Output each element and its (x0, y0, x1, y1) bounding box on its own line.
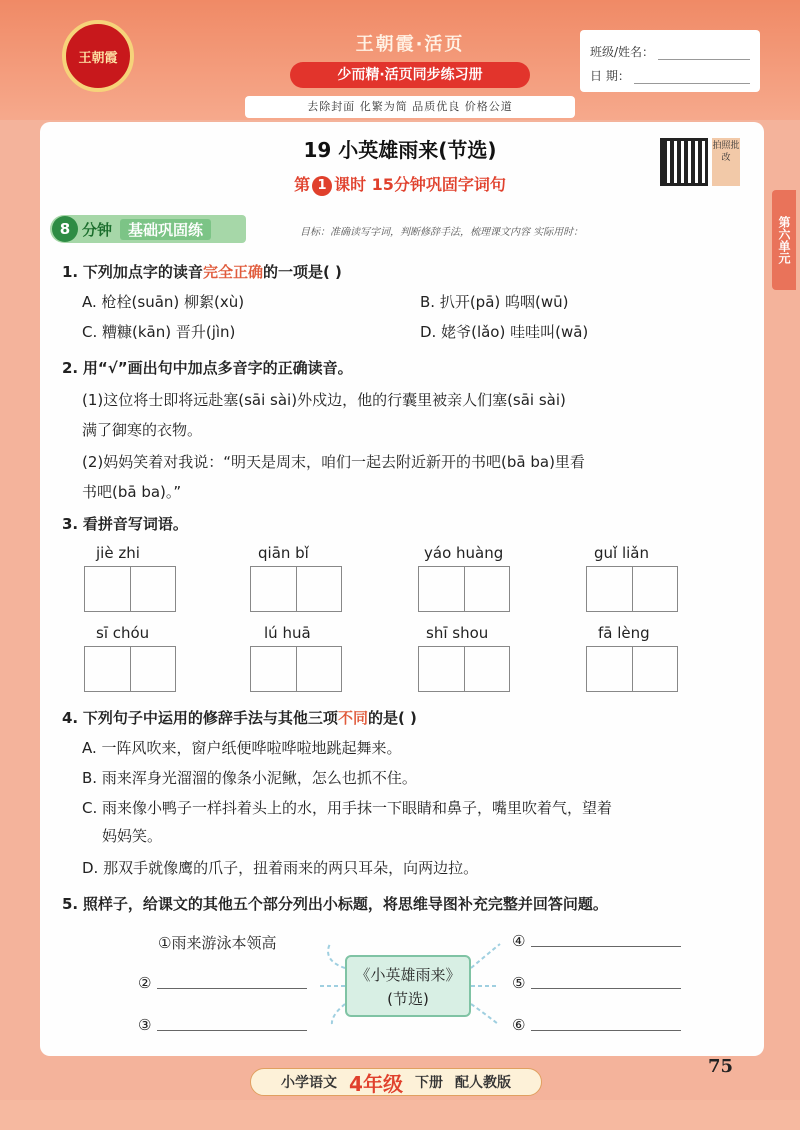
brand-title: 王朝霞·活页 (355, 34, 465, 55)
goal-text: 目标：准确读写字词，判断修辞手法，梳理课文内容 实际用时： (300, 227, 584, 238)
q5-number: 5. (62, 895, 79, 913)
pinyin-5: sī chóu (96, 624, 150, 642)
mind-map-item-3[interactable] (138, 1016, 307, 1034)
mind-map-item-6-blank[interactable] (531, 1019, 681, 1031)
q3-text: 看拼音写词语。 (82, 515, 188, 533)
footer-subject: 小学语文 (281, 1075, 338, 1091)
q2-number: 2. (62, 359, 79, 377)
brand-subtitle: 少而精·活页同步练习册 (290, 62, 530, 88)
timer-unit: 分钟 (82, 220, 113, 239)
q1-highlight: 完全正确 (202, 263, 263, 281)
class-name-label: 班级/姓名： (590, 45, 655, 59)
mind-map-item-1-label: ①雨来游泳本领高 (158, 934, 277, 952)
mind-map-item-6[interactable] (512, 1016, 681, 1034)
q2-sentence-2a[interactable]: (2)妈妈笑着对我说：“明天是周末，咱们一起去附近新开的书吧(bā ba)里看 (82, 453, 585, 471)
bottom-band (0, 1100, 800, 1130)
q1-option-b[interactable]: B. 扒开(pā) 呜咽(wū) (420, 293, 569, 311)
q5-text: 照样子，给课文的其他五个部分列出小标题，将思维导图补充完整并回答问题。 (82, 895, 608, 913)
mind-map-item-3-label: ③ (138, 1016, 152, 1034)
pinyin-8: fā lèng (598, 624, 650, 642)
q4-number: 4. (62, 709, 79, 727)
mind-map-item-2-label: ② (138, 974, 152, 992)
q4-post: 的是( ) (367, 709, 417, 727)
brand-logo: 王朝霞 (62, 20, 134, 92)
footer-badge (250, 1068, 542, 1096)
q4-option-d[interactable]: D. 那双手就像鹰的爪子，扭着雨来的两只耳朵，向两边拉。 (82, 859, 479, 877)
lesson-sub-prefix: 第 (294, 175, 311, 194)
unit-side-tab: 第六单元 (772, 190, 796, 290)
mind-map-item-6-label: ⑥ (512, 1016, 526, 1034)
footer-grade: 4年级 (349, 1071, 403, 1096)
pinyin-7: shī shou (426, 624, 489, 642)
q3-number: 3. (62, 515, 79, 533)
q2-sentence-2b[interactable]: 书吧(bā ba)。” (82, 483, 182, 501)
pinyin-6: lú huā (264, 624, 311, 642)
page-number: 75 (708, 1056, 734, 1077)
q4-option-b[interactable]: B. 雨来浑身光溜溜的像条小泥鳅，怎么也抓不住。 (82, 769, 417, 787)
mind-map-item-4-label: ④ (512, 932, 526, 950)
date-label: 日 期： (590, 69, 630, 83)
mind-map-item-2[interactable] (138, 974, 307, 992)
mind-map-center-title: 《小英雄雨来》 (355, 966, 461, 984)
q2-text: 用“√”画出句中加点多音字的正确读音。 (82, 359, 353, 377)
pinyin-2: qiān bǐ (258, 544, 309, 562)
q1-pre: 下列加点字的读音 (82, 263, 203, 281)
q4-option-c[interactable]: C. 雨来像小鸭子一样抖着头上的水，用手抹一下眼睛和鼻子，嘴里吹着气，望着 (82, 799, 613, 817)
q1-number: 1. (62, 263, 79, 281)
qr-label: 拍照批改 (712, 138, 740, 186)
mind-map-center-sub: (节选) (387, 990, 429, 1008)
pinyin-3: yáo huàng (424, 544, 504, 562)
mind-map-item-4-blank[interactable] (531, 935, 681, 947)
timer-number: 8 (52, 216, 78, 242)
q4-option-c-cont: 妈妈笑。 (102, 827, 163, 845)
mind-map-item-1 (158, 932, 276, 953)
footer-term: 下册 (414, 1075, 443, 1091)
mind-map-item-5[interactable] (512, 974, 681, 992)
q4-pre: 下列句子中运用的修辞手法与其他三项 (82, 709, 338, 727)
mind-map-item-3-blank[interactable] (157, 1019, 307, 1031)
lesson-title: 19 小英雄雨来(节选) (303, 138, 497, 162)
q4-option-a[interactable]: A. 一阵风吹来，窗户纸便哗啦哗啦地跳起舞来。 (82, 739, 402, 757)
mind-map-center (345, 955, 471, 1017)
lesson-number-badge: 1 (312, 176, 332, 196)
q2-sentence-1a[interactable]: (1)这位将士即将远赴塞(sāi sài)外戍边，他的行囊里被亲人们塞(sāi sài) (82, 391, 566, 409)
q1-option-d[interactable]: D. 姥爷(lǎo) 哇哇叫(wā) (420, 323, 589, 341)
mind-map-item-4[interactable] (512, 932, 681, 950)
lesson-sub-suffix: 课时 15分钟巩固字词句 (334, 175, 506, 194)
q1-option-a[interactable]: A. 枪栓(suān) 柳絮(xù) (82, 293, 245, 311)
pinyin-4: guǐ liǎn (594, 544, 649, 562)
footer-edition: 配人教版 (454, 1075, 511, 1091)
q4-highlight: 不同 (337, 709, 368, 727)
q1-option-c[interactable]: C. 糟糠(kān) 晋升(jìn) (82, 323, 236, 341)
mind-map-item-2-blank[interactable] (157, 977, 307, 989)
mind-map-item-5-blank[interactable] (531, 977, 681, 989)
timer-label: 基础巩固练 (120, 219, 211, 240)
slogan: 去除封面 化繁为简 品质优良 价格公道 (245, 96, 575, 118)
mind-map-item-5-label: ⑤ (512, 974, 526, 992)
q2-sentence-1b: 满了御寒的衣物。 (82, 421, 203, 439)
q1-post: 的一项是( ) (262, 263, 342, 281)
pinyin-1: jiè zhi (96, 544, 140, 562)
